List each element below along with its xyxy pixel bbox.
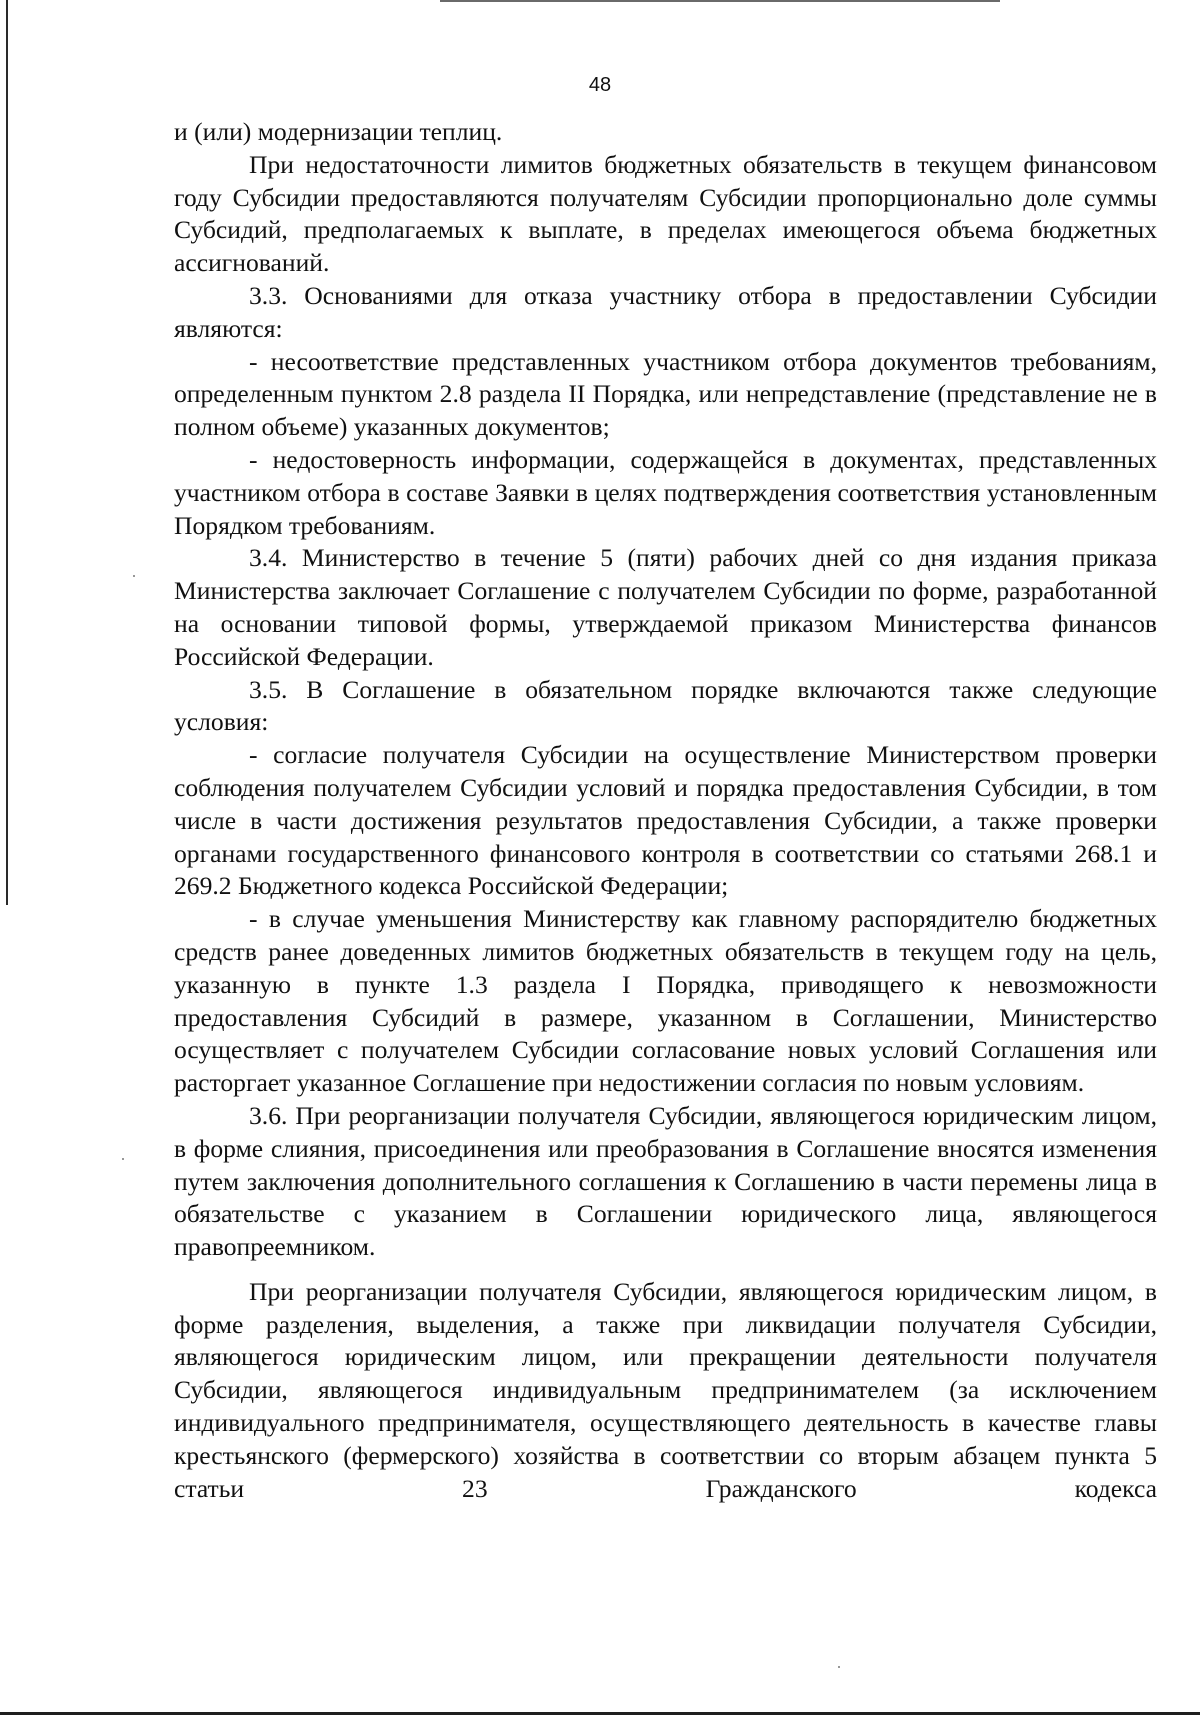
list-item: - несоответствие представленных участником отбора документов требованиям, определенным пунктом 2.8 раздела II Порядка, или непредставление (представление не в полном объеме) указанных документов; <box>174 346 1157 442</box>
document-body <box>174 116 1157 1505</box>
paragraph: 3.4. Министерство в течение 5 (пяти) рабочих дней со дня издания приказа Министерства заключает Соглашение с получателем Субсидии по форме, разработанной на основании типовой формы, утверждаемой приказом Министерства финансов Российской Федерации. <box>174 543 1157 671</box>
paragraph: и (или) модернизации теплиц. <box>174 117 503 146</box>
scan-edge-top <box>440 0 1000 2</box>
scan-edge-bottom <box>0 1712 1200 1715</box>
page-number: 48 <box>588 74 612 96</box>
list-item: - недостоверность информации, содержащейся в документах, представленных участником отбора в составе Заявки в целях подтверждения соответствия установленным Порядком требованиям. <box>174 444 1157 540</box>
scan-edge-left <box>6 0 8 905</box>
paragraph: 3.3. Основаниями для отказа участнику отбора в предоставлении Субсидии являются: <box>174 280 1157 343</box>
paragraph: При реорганизации получателя Субсидии, являющегося юридическим лицом, в форме разделения, выделения, а также при ликвидации получателя Субсидии, являющегося юридическим лицом, или прекращении деятельности получателя Субсидии, являющегося индивидуальным предпринимателем (за исключением индивидуального предпринимателя, осуществляющего деятельность в качестве главы крестьянского (фермерского) хозяйства в соответствии со вторым абзацем пункта 5 статьи 23 Гражданского кодекса <box>174 1276 1157 1503</box>
list-item: - согласие получателя Субсидии на осуществление Министерством проверки соблюдения получателем Субсидии условий и порядка предоставления Субсидии, в том числе в части достижения результатов предоставления Субсидии, а также проверки органами государственного финансового контроля в соответствии со статьями 268.1 и 269.2 Бюджетного кодекса Российской Федерации; <box>174 740 1157 901</box>
paragraph: При недостаточности лимитов бюджетных обязательств в текущем финансовом году Субсидии предоставляются получателям Субсидии пропорционально доле суммы Субсидий, предполагаемых к выплате, в пределах имеющегося объема бюджетных ассигнований. <box>174 149 1157 278</box>
paragraph: 3.5. В Соглашение в обязательном порядке включаются также следующие условия: <box>174 674 1157 737</box>
scan-speck <box>838 1666 840 1668</box>
scan-speck <box>122 1158 124 1160</box>
scan-speck <box>133 575 135 577</box>
paragraph: 3.6. При реорганизации получателя Субсидии, являющегося юридическим лицом, в форме слияния, присоединения или преобразования в Соглашение вносятся изменения путем заключения дополнительного соглашения к Соглашению в части перемены лица в обязательстве с указанием в Соглашении юридического лица, являющегося правопреемником. <box>174 1100 1157 1262</box>
list-item: - в случае уменьшения Министерству как главному распорядителю бюджетных средств ранее доведенных лимитов бюджетных обязательств в текущем году на цель, указанную в пункте 1.3 раздела I Порядка, приводящего к невозможности предоставления Субсидий в размере, указанном в Соглашении, Министерство осуществляет с получателем Субсидии согласование новых условий Соглашения или расторгает указанное Соглашение при недостижении согласия по новым условиям. <box>174 904 1157 1098</box>
